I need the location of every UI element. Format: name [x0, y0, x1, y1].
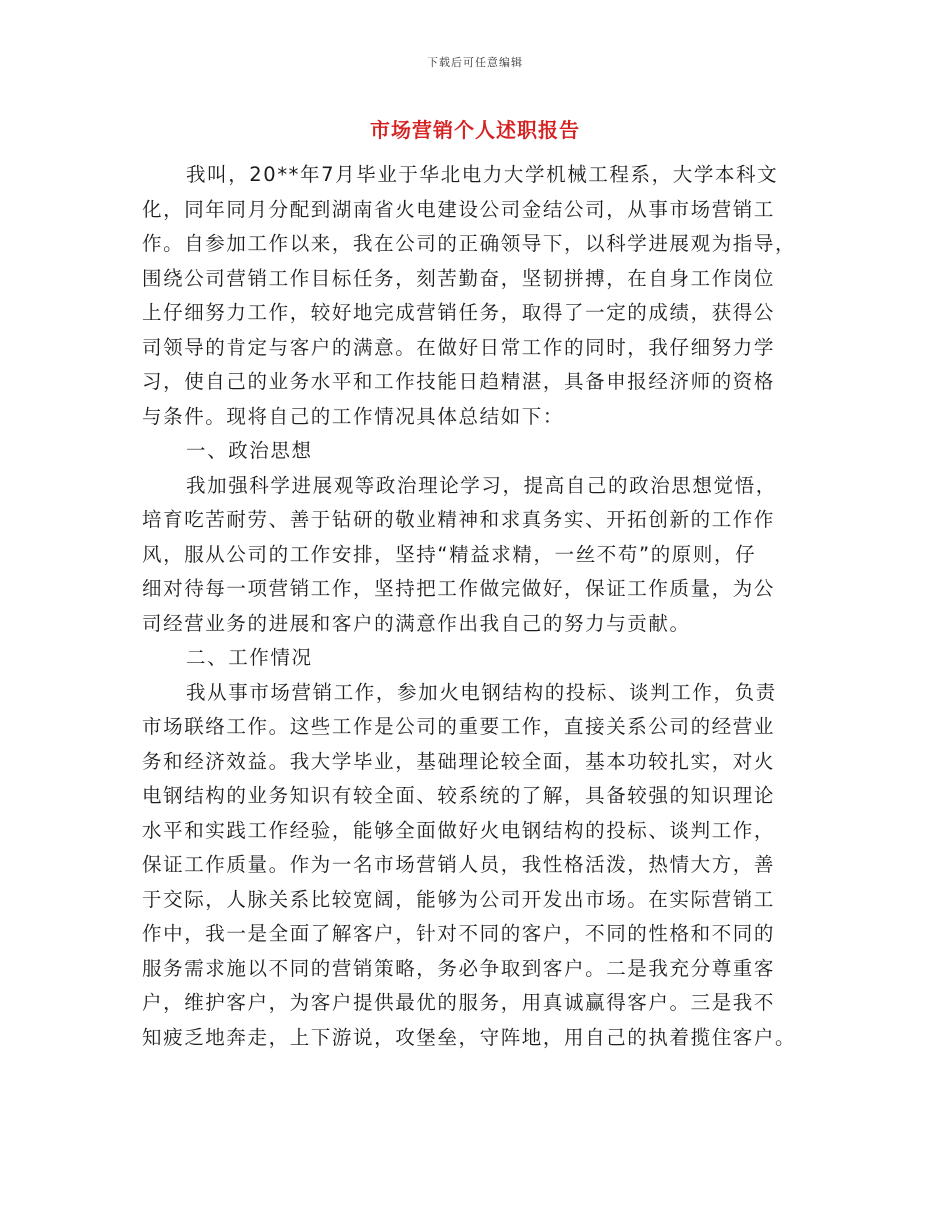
body-line: 司经营业务的进展和客户的满意作出我自己的努力与贡献。 — [142, 611, 691, 635]
body-line: 我加强科学进展观等政治理论学习，提高自己的政治思想觉悟， — [186, 473, 777, 497]
body-line: 二、工作情况 — [186, 646, 313, 669]
header-note: 下载后可任意编辑 — [427, 56, 523, 69]
body-line: 司领导的肯定与客户的满意。在做好日常工作的同时，我仔细努力学 — [142, 335, 776, 359]
body-line: 细对待每一项营销工作，坚持把工作做完做好，保证工作质量，为公 — [142, 577, 776, 600]
body-line: 作中，我一是全面了解客户，针对不同的客户，不同的性格和不同的 — [142, 922, 776, 945]
body-line: 务和经济效益。我大学毕业，基础理论较全面，基本功较扎实，对火 — [142, 749, 776, 773]
body-line: 市场联络工作。这些工作是公司的重要工作，直接关系公司的经营业 — [142, 715, 776, 738]
body-line: 作。自参加工作以来，我在公司的正确领导下，以科学进展观为指导， — [142, 232, 797, 255]
body-line: 化，同年同月分配到湖南省火电建设公司金结公司，从事市场营销工 — [142, 197, 776, 221]
body-line: 风，服从公司的工作安排，坚持“精益求精，一丝不苟”的原则，仔 — [142, 542, 757, 566]
body-line: 电钢结构的业务知识有较全面、较系统的了解，具备较强的知识理论 — [142, 784, 776, 807]
body-line: 水平和实践工作经验，能够全面做好火电钢结构的投标、谈判工作， — [142, 818, 776, 842]
document-title: 市场营销个人述职报告 — [370, 118, 580, 142]
body-line: 服务需求施以不同的营销策略，务必争取到客户。二是我充分尊重客 — [142, 956, 776, 980]
body-line: 知疲乏地奔走，上下游说，攻堡垒，守阵地，用自己的执着揽住客户。 — [142, 1025, 797, 1049]
body-line: 培育吃苦耐劳、善于钻研的敬业精神和求真务实、开拓创新的工作作 — [142, 508, 776, 531]
body-line: 一、政治思想 — [186, 439, 313, 462]
body-line: 上仔细努力工作，较好地完成营销任务，取得了一定的成绩，获得公 — [142, 301, 776, 324]
body-line: 围绕公司营销工作目标任务，刻苦勤奋，坚韧拼搏，在自身工作岗位 — [142, 266, 776, 290]
body-line: 与条件。现将自己的工作情况具体总结如下： — [142, 404, 565, 428]
body-line: 我叫，20**年7月毕业于华北电力大学机械工程系，大学本科文 — [186, 163, 779, 186]
body-line: 于交际，人脉关系比较宽阔，能够为公司开发出市场。在实际营销工 — [142, 887, 776, 911]
document-body — [142, 158, 802, 1055]
body-line: 户，维护客户，为客户提供最优的服务，用真诚赢得客户。三是我不 — [142, 991, 776, 1014]
body-line: 保证工作质量。作为一名市场营销人员，我性格活泼，热情大方，善 — [142, 853, 776, 876]
body-line: 我从事市场营销工作，参加火电钢结构的投标、谈判工作，负责 — [186, 680, 777, 704]
body-line: 习，使自己的业务水平和工作技能日趋精湛，具备申报经济师的资格 — [142, 370, 776, 393]
